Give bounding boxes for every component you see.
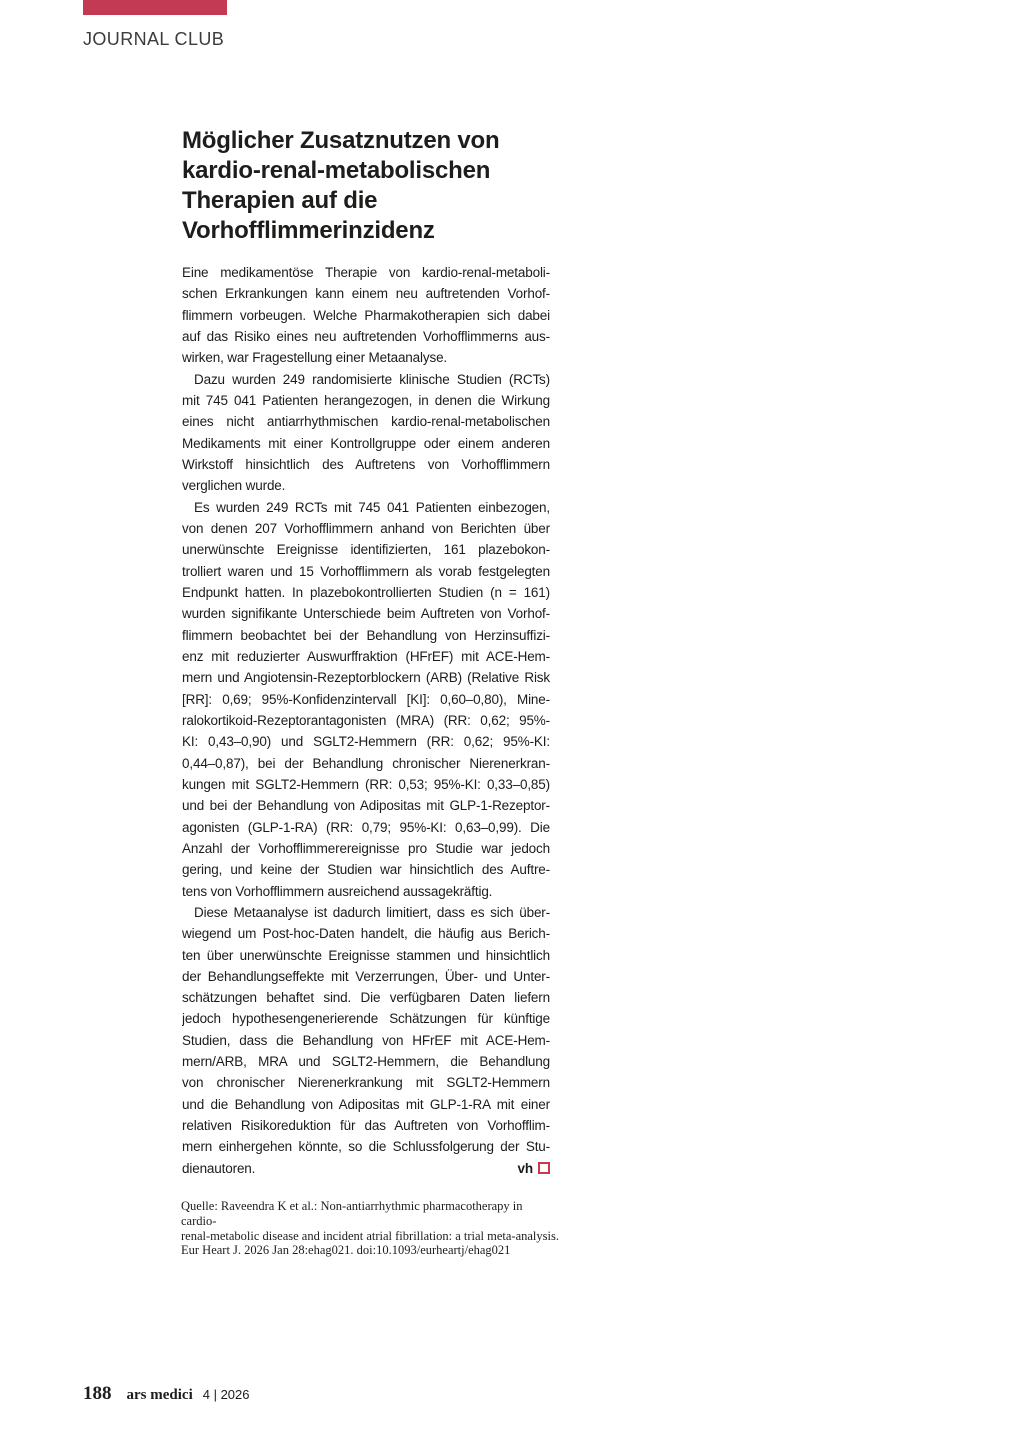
body-line: eines nicht antiarrhythmischen kardio-renal-metabolischen [182, 414, 550, 430]
body-line: auf das Risiko eines neu auftretenden Vorhofflimmerns aus- [182, 328, 550, 344]
body-line: Dazu wurden 249 randomisierte klinische Studien (RCTs) [194, 371, 550, 387]
article-body [182, 262, 550, 1179]
end-of-article-icon [538, 1162, 550, 1174]
article-title-line: Möglicher Zusatznutzen von [182, 127, 500, 154]
body-line: schätzungen behaftet sind. Die verfügbaren Daten liefern [182, 990, 550, 1006]
article-title-line: Therapien auf die [182, 187, 378, 214]
section-kicker: JOURNAL CLUB [83, 29, 225, 49]
body-line: schen Erkrankungen kann einem neu auftretenden Vorhof- [182, 286, 550, 302]
body-line: agonisten (GLP-1-RA) (RR: 0,79; 95%-KI: 0,63–0,99). Die [182, 819, 550, 835]
body-line: wurden signifikante Unterschiede beim Auftreten von Vorhof- [182, 606, 550, 622]
body-line: ralokortikoid-Rezeptorantagonisten (MRA) (RR: 0,62; 95%- [182, 712, 550, 728]
body-line: Wirkstoff hinsichtlich des Auftretens von Vorhofflimmern [182, 456, 550, 472]
body-line: Endpunkt hatten. In plazebokontrollierten Studien (n = 161) [182, 584, 550, 600]
paragraph [182, 262, 550, 369]
body-line: dienautoren. [182, 1160, 256, 1176]
body-line: verglichen wurde. [182, 478, 286, 494]
body-line: Anzahl der Vorhofflimmerereignisse pro Studie war jedoch [182, 840, 550, 856]
body-line: der Behandlungseffekte mit Verzerrungen, Über- und Unter- [182, 968, 550, 984]
body-line: mit 745 041 Patienten herangezogen, in denen die Wirkung [182, 392, 550, 408]
body-line: von chronischer Nierenerkrankung mit SGLT2-Hemmern [182, 1075, 550, 1091]
body-line: von denen 207 Vorhofflimmern anhand von Berichten über [182, 520, 550, 536]
body-line: jedoch hypothesengenerierende Schätzungen für künftige [182, 1011, 550, 1027]
body-line: relativen Risikoreduktion für das Auftreten von Vorhofflim- [182, 1118, 550, 1134]
paragraph [182, 497, 550, 902]
paragraph [182, 369, 550, 497]
section-color-bar [83, 0, 227, 15]
body-line: Studien, dass die Behandlung von HFrEF mit ACE-Hem- [182, 1032, 550, 1048]
issue-number: 4 | 2026 [202, 1387, 250, 1402]
body-line: mern einhergehen könnte, so die Schlussfolgerung der Stu- [182, 1139, 550, 1155]
body-line [182, 1158, 550, 1179]
author-signoff [518, 1158, 550, 1179]
body-line: und bei der Behandlung von Adipositas mit GLP-1-Rezeptor- [182, 798, 550, 814]
body-line: und die Behandlung von Adipositas mit GLP-1-RA mit einer [182, 1096, 550, 1112]
body-line: flimmern beobachtet bei der Behandlung von Herzinsuffizi- [182, 627, 550, 643]
body-line: enz mit reduzierter Auswurffraktion (HFrEF) mit ACE-Hem- [182, 648, 550, 664]
body-line: tens von Vorhofflimmern ausreichend aussagekräftig. [182, 883, 493, 899]
body-line: [RR]: 0,69; 95%-Konfidenzintervall [KI]: 0,60–0,80), Mine- [182, 691, 550, 707]
body-line: Es wurden 249 RCTs mit 745 041 Patienten einbezogen, [194, 499, 550, 515]
page-footer [83, 1383, 250, 1405]
body-line: unerwünschte Ereignisse identifizierten, 161 plazebokon- [182, 542, 550, 558]
body-line: wirken, war Fragestellung einer Metaanalyse. [182, 350, 448, 366]
article-title-line: Vorhofflimmerinzidenz [182, 217, 435, 244]
body-line: trolliert waren und 15 Vorhofflimmern als vorab festgelegten [182, 563, 550, 579]
journal-name: ars medici [126, 1387, 193, 1403]
source-line: Quelle: Raveendra K et al.: Non-antiarrhythmic pharmacotherapy in cardio- [181, 1199, 523, 1228]
source-citation [181, 1199, 561, 1258]
source-line: renal-metabolic disease and incident atrial fibrillation: a trial meta-analysis. [181, 1228, 559, 1243]
body-line: kungen mit SGLT2-Hemmern (RR: 0,53; 95%-KI: 0,33–0,85) [182, 776, 550, 792]
article-title [182, 126, 582, 246]
body-line: flimmern vorbeugen. Welche Pharmakotherapien sich dabei [182, 307, 550, 323]
body-line: Diese Metaanalyse ist dadurch limitiert, dass es sich über- [194, 904, 550, 920]
page-number: 188 [83, 1383, 112, 1404]
paragraph [182, 902, 550, 1179]
body-line: mern und Angiotensin-Rezeptorblockern (ARB) (Relative Risk [182, 670, 550, 686]
article-title-line: kardio-renal-metabolischen [182, 157, 491, 184]
body-line: Medikaments mit einer Kontrollgruppe oder einem anderen [182, 435, 550, 451]
body-line: mern/ARB, MRA und SGLT2-Hemmern, die Behandlung [182, 1054, 550, 1070]
body-line: ten über unerwünschte Ereignisse stammen und hinsichtlich [182, 947, 550, 963]
body-line: Eine medikamentöse Therapie von kardio-renal-metaboli- [182, 265, 550, 280]
body-line: wiegend um Post-hoc-Daten handelt, die häufig aus Berich- [182, 926, 550, 942]
body-line: gering, und keine der Studien war hinsichtlich des Auftre- [182, 862, 550, 878]
body-line: KI: 0,43–0,90) und SGLT2-Hemmern (RR: 0,62; 95%-KI: [182, 734, 550, 750]
author-initials: vh [517, 1160, 533, 1176]
body-line: 0,44–0,87), bei der Behandlung chronischer Nierenerkran- [182, 755, 550, 771]
source-line: Eur Heart J. 2026 Jan 28:ehag021. doi:10.1093/eurheartj/ehag021 [181, 1243, 511, 1258]
